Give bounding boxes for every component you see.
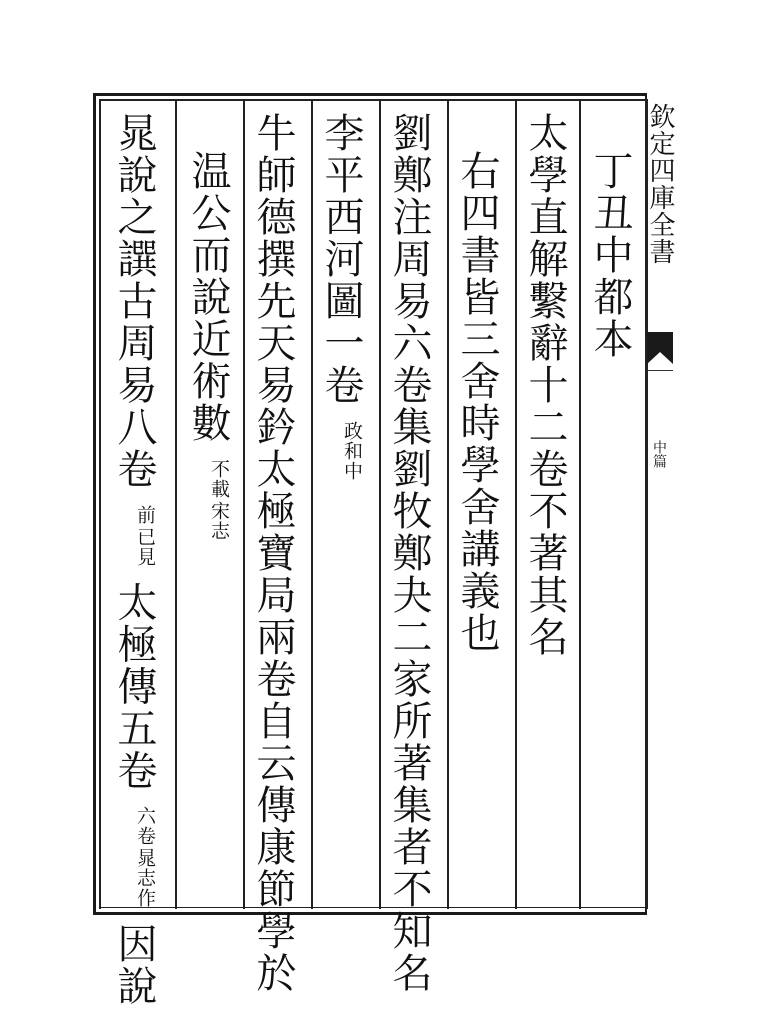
margin-rule (647, 370, 673, 371)
annotation (134, 505, 156, 567)
column-divider (515, 99, 517, 909)
annotation-left: 六卷 (134, 806, 156, 847)
annotation-right: 政和中 (341, 420, 363, 481)
annotation-left: 前 (134, 504, 156, 525)
text-column-6: 牛師德撰先天易鈐太極寶局兩卷自云傳康節學於 (250, 112, 296, 994)
text-column-5 (319, 112, 363, 481)
column-divider (379, 99, 381, 909)
annotation-left: 不載 (208, 458, 230, 499)
text-column-7-main: 温公而說近術數 (185, 150, 231, 444)
annotation-right: 宋志 (208, 500, 230, 541)
column-divider (311, 99, 313, 909)
text-column-1: 丁丑中都本 (587, 150, 633, 360)
text-column-8-main-b: 太極傳五卷 (111, 581, 157, 792)
column-divider (243, 99, 245, 909)
column-divider (579, 99, 581, 909)
text-column-4: 劉鄭注周易六卷集劉牧鄭夬二家所著集者不知名 (386, 112, 432, 994)
annotation (208, 459, 230, 541)
frame-inner-left-rule (99, 99, 101, 909)
column-divider (447, 99, 449, 909)
text-column-5-main: 李平西河圖一卷 (318, 112, 364, 406)
text-column-8-main-c: 因說 (111, 922, 157, 1007)
frame-inner-bottom-rule (99, 907, 647, 908)
text-column-2: 太學直解繫辭十二卷不著其名 (522, 112, 568, 658)
text-column-3: 右四書皆三舍時學舍講義也 (454, 150, 500, 654)
column-divider (175, 99, 177, 909)
text-column-8-main-a: 晁說之譔古周易八卷 (111, 112, 157, 490)
annotation-right: 晁志作 (134, 848, 156, 909)
text-column-7 (186, 150, 230, 541)
text-column-8 (112, 112, 156, 1007)
frame-inner-top-rule (99, 99, 647, 101)
margin-title: 欽定四庫全書 (645, 103, 675, 265)
annotation (341, 421, 363, 481)
annotation-right: 已見 (134, 526, 156, 567)
margin-section: 中篇 (651, 440, 667, 468)
annotation (134, 806, 156, 908)
fishtail-mark-icon (645, 330, 675, 366)
